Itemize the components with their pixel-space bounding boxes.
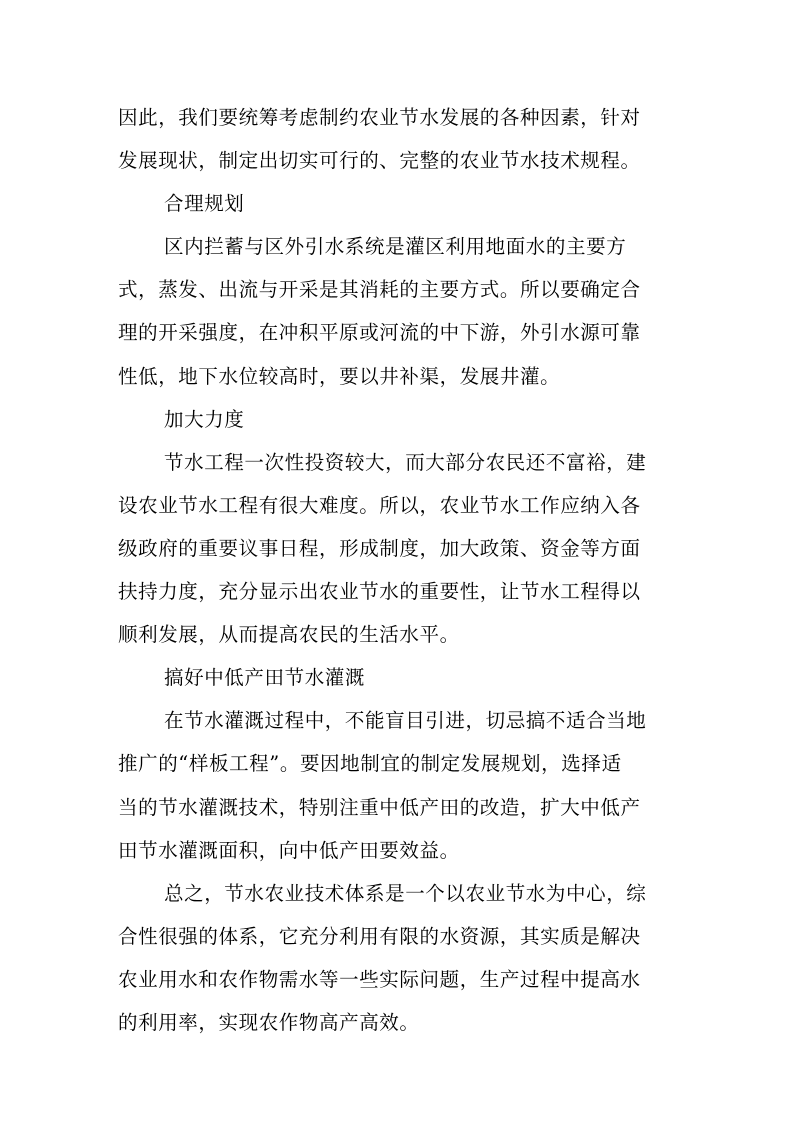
text-line: 推广的“样板工程”。要因地制宜的制定发展规划，选择适 (118, 752, 622, 776)
text-line: 区内拦蓄与区外引水系统是灌区利用地面水的主要方 (164, 235, 627, 259)
text-line: 发展现状，制定出切实可行的、完整的农业节水技术规程。 (118, 149, 641, 173)
text-line: 节水工程一次性投资较大，而大部分农民还不富裕，建 (164, 450, 647, 474)
text-line: 级政府的重要议事日程，形成制度，加大政策、资金等方面 (118, 536, 641, 560)
text-line: 因此，我们要统筹考虑制约农业节水发展的各种因素，针对 (118, 106, 641, 129)
text-line: 当的节水灌溉技术，特别注重中低产田的改造，扩大中低产 (118, 795, 641, 819)
text-line: 式，蒸发、出流与开采是其消耗的主要方式。所以要确定合 (118, 278, 641, 302)
document-page (118, 96, 678, 1044)
text-line: 的利用率，实现农作物高产高效。 (118, 1010, 420, 1034)
text-line: 顺利发展，从而提高农民的生活水平。 (118, 623, 460, 647)
text-line: 性低，地下水位较高时，要以井补渠，发展井灌。 (118, 364, 561, 388)
text-line: 理的开采强度，在冲积平原或河流的中下游，外引水源可靠 (118, 321, 641, 345)
section-heading: 搞好中低产田节水灌溉 (164, 666, 366, 690)
text-line: 合性很强的体系，它充分利用有限的水资源，其实质是解决 (118, 924, 641, 948)
text-line: 扶持力度，充分显示出农业节水的重要性，让节水工程得以 (118, 580, 641, 604)
text-line: 设农业节水工程有很大难度。所以，农业节水工作应纳入各 (118, 493, 641, 517)
section-heading: 合理规划 (164, 192, 245, 216)
section-heading: 加大力度 (164, 407, 245, 431)
text-line: 总之，节水农业技术体系是一个以农业节水为中心，综 (164, 881, 647, 905)
text-line: 田节水灌溉面积，向中低产田要效益。 (118, 838, 460, 862)
text-line: 在节水灌溉过程中，不能盲目引进，切忌搞不适合当地 (164, 709, 647, 733)
text-line: 农业用水和农作物需水等一些实际问题，生产过程中提高水 (118, 967, 641, 991)
